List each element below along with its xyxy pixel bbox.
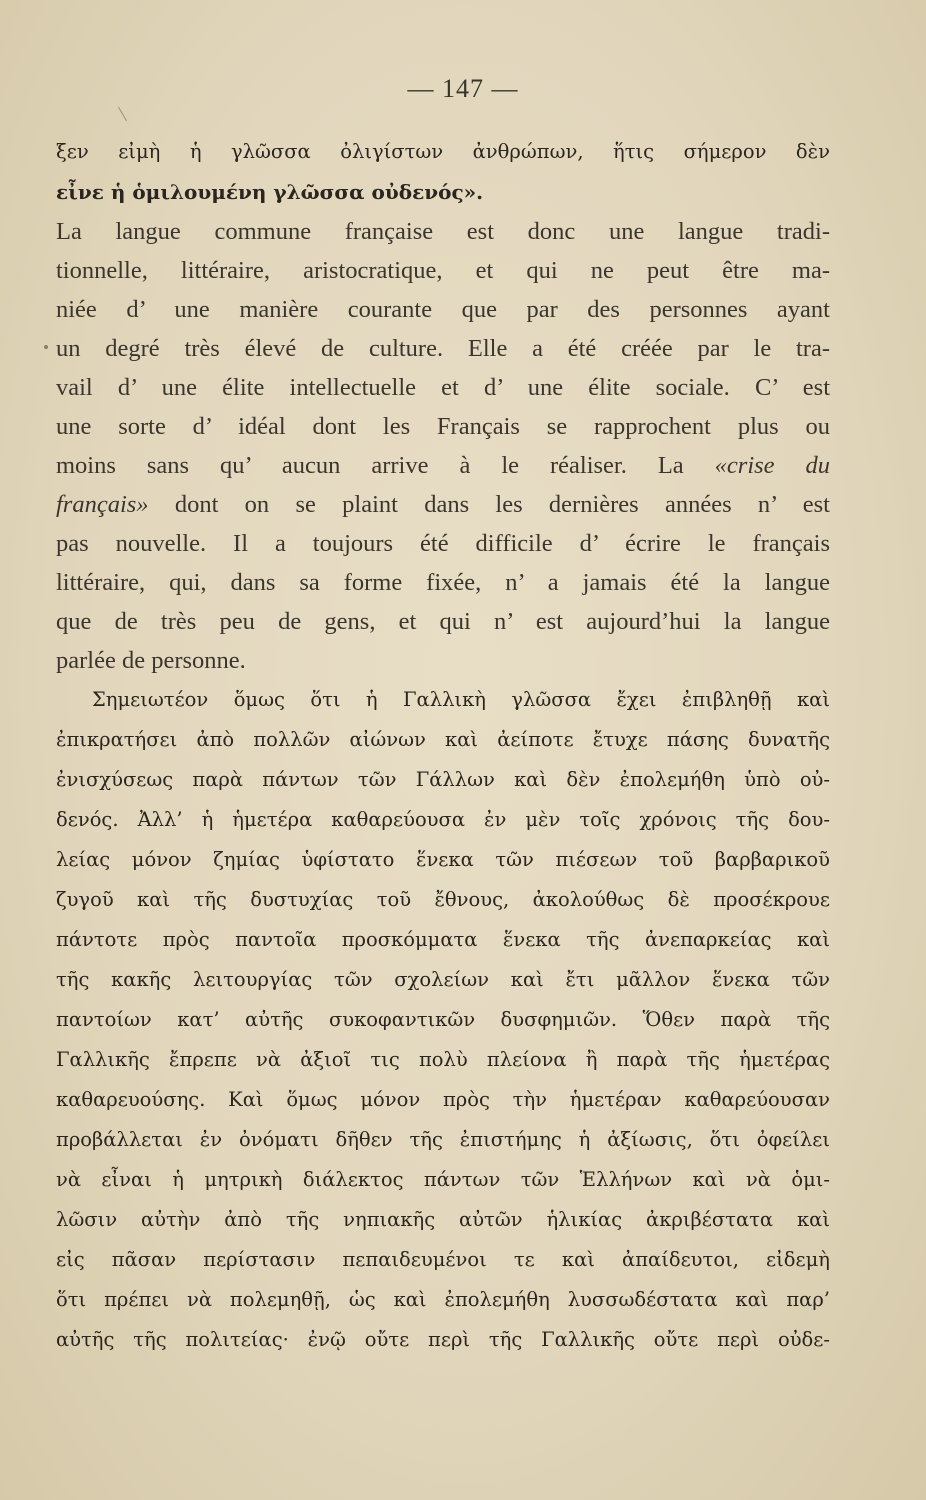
french-line-5: vail d’ une élite intellectuelle et d’ une élite sociale. C’ est (56, 374, 830, 401)
francais-italic: français» (56, 491, 149, 518)
margin-tick-mark (118, 107, 127, 121)
french-line-7-text: moins sans qu’ aucun arrive à le réaliser. La (56, 452, 684, 479)
greek-line-2: ἐπικρατήσει ἀπὸ πολλῶν αἰώνων καὶ ἀείποτε ἔτυχε πάσης δυνατῆς (56, 728, 830, 751)
french-line-11: que de très peu de gens, et qui n’ est aujourd’hui la langue (56, 608, 830, 635)
page-number: — 147 — (407, 74, 519, 103)
french-line-7 (56, 448, 830, 484)
french-line-9: pas nouvelle. Il a toujours été difficile d’ écrire le français (56, 530, 830, 557)
greek-line-17: αὐτῆς τῆς πολιτείας· ἐνῷ οὔτε περὶ τῆς Γαλλικῆς οὔτε περὶ οὐδε- (56, 1328, 830, 1351)
greek-line-6: ζυγοῦ καὶ τῆς δυστυχίας τοῦ ἔθνους, ἀκολούθως δὲ προσέκρουε (56, 888, 830, 911)
greek-line-4: δενός. Ἀλλ’ ἡ ἡμετέρα καθαρεύουσα ἐν μὲν τοῖς χρόνοις τῆς δου- (56, 808, 830, 831)
greek-line-12: προβάλλεται ἐν ὀνόματι δῆθεν τῆς ἐπιστήμης ἡ ἀξίωσις, ὅτι ὀφείλει (56, 1128, 830, 1151)
french-line-12: parlée de personne. (56, 647, 246, 674)
french-line-10: littéraire, qui, dans sa forme fixée, n’ a jamais été la langue (56, 569, 830, 596)
french-line-2: tionnelle, littéraire, aristocratique, et qui ne peut être ma- (56, 257, 830, 284)
french-line-1: La langue commune française est donc une langue tradi- (56, 218, 830, 245)
french-line-8-text: dont on se plaint dans les dernières années n’ est (148, 491, 830, 518)
french-line-3: niée d’ une manière courante que par des personnes ayant (56, 296, 830, 323)
greek-line-3: ἐνισχύσεως παρὰ πάντων τῶν Γάλλων καὶ δὲν ἐπολεμήθη ὑπὸ οὐ- (56, 768, 830, 791)
greek-line-9: παντοίων κατ’ αὐτῆς συκοφαντικῶν δυσφημιῶν. Ὅθεν παρὰ τῆς (56, 1008, 830, 1031)
greek-line-16: ὅτι πρέπει νὰ πολεμηθῇ, ὡς καὶ ἐπολεμήθη λυσσωδέστατα καὶ παρ’ (56, 1288, 830, 1311)
greek-line-14: λῶσιν αὐτὴν ἀπὸ τῆς νηπιακῆς αὐτῶν ἡλικίας ἀκριβέστατα καὶ (56, 1208, 830, 1231)
french-line-6: une sorte d’ idéal dont les Français se rapprochent plus ou (56, 413, 830, 440)
greek-line-1: Σημειωτέον ὅμως ὅτι ἡ Γαλλικὴ γλῶσσα ἔχει ἐπιβληθῇ καὶ (92, 688, 830, 711)
greek-line-8: τῆς κακῆς λειτουργίας τῶν σχολείων καὶ ἔτι μᾶλλον ἕνεκα τῶν (56, 968, 830, 991)
crise-du-italic: «crise du (714, 452, 831, 479)
greek-line-5: λείας μόνον ζημίας ὑφίστατο ἕνεκα τῶν πιέσεων τοῦ βαρβαρικοῦ (56, 848, 830, 871)
greek-intro-line-1: ξεν εἰμὴ ἡ γλῶσσα ὀλιγίστων ἀνθρώπων, ἥτις σήμερον δὲν (56, 140, 830, 163)
greek-line-11: καθαρευούσης. Καὶ ὅμως μόνον πρὸς τὴν ἡμετέραν καθαρεύουσαν (56, 1088, 830, 1111)
margin-dot-mark (44, 345, 48, 349)
greek-line-7: πάντοτε πρὸς παντοῖα προσκόμματα ἕνεκα τῆς ἀνεπαρκείας καὶ (56, 928, 830, 951)
french-line-4: un degré très élevé de culture. Elle a été créée par le tra- (56, 335, 830, 362)
french-line-8 (56, 487, 830, 523)
greek-intro-line-2: εἶνε ἡ ὁμιλουμένη γλῶσσα οὐδενός». (56, 180, 484, 204)
greek-line-15: εἰς πᾶσαν περίστασιν πεπαιδευμένοι τε καὶ ἀπαίδευτοι, εἰδεμὴ (56, 1248, 830, 1271)
greek-line-13: νὰ εἶναι ἡ μητρικὴ διάλεκτος πάντων τῶν Ἑλλήνων καὶ νὰ ὁμι- (56, 1168, 830, 1191)
greek-line-10: Γαλλικῆς ἔπρεπε νὰ ἀξιοῖ τις πολὺ πλείονα ἢ παρὰ τῆς ἡμετέρας (56, 1048, 830, 1071)
